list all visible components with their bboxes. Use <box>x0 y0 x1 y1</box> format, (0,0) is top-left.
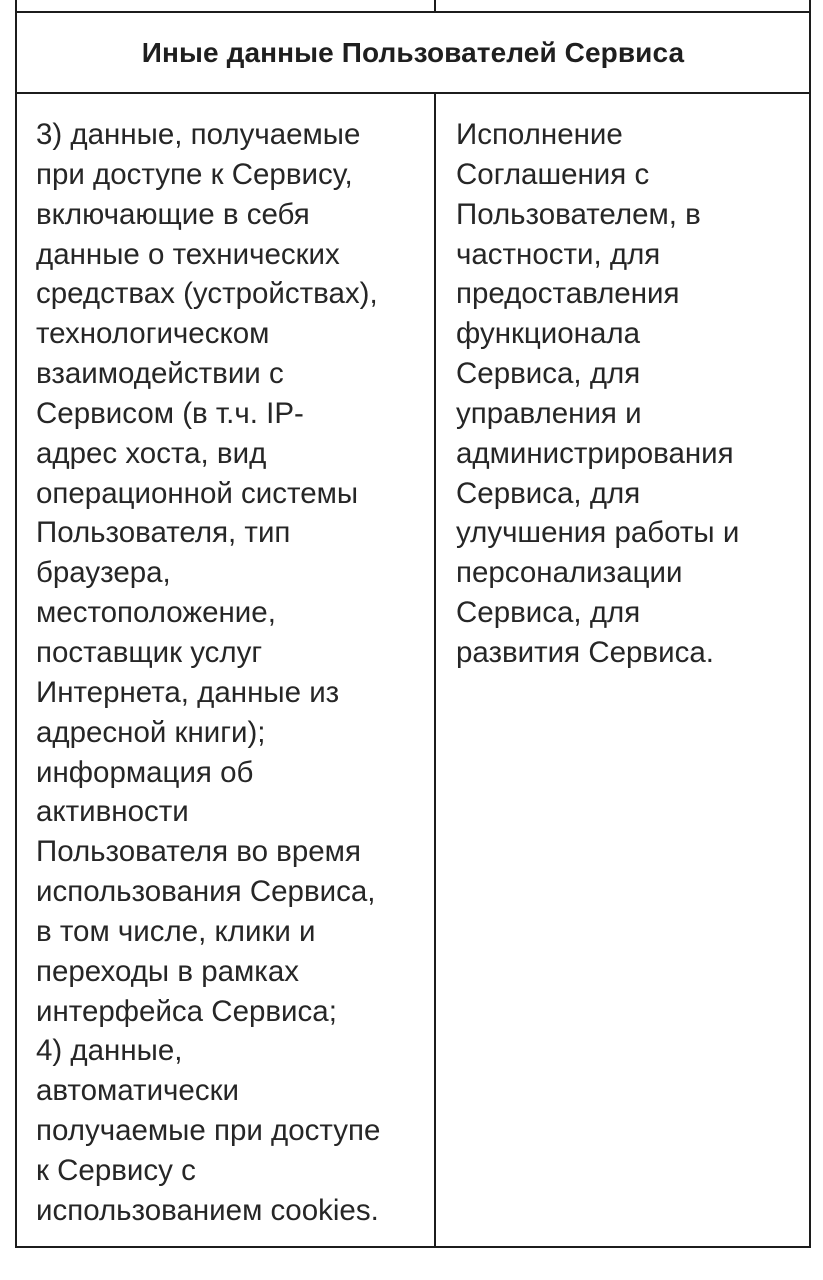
text-line: технологическом <box>36 317 270 351</box>
text-line: адрес хоста, вид <box>36 436 267 470</box>
text-line: Пользователя во время <box>36 835 361 869</box>
text-line: использования Сервиса, <box>36 875 376 909</box>
text-line: переходы в рамках <box>36 954 300 988</box>
text-line: улучшения работы и <box>456 516 740 550</box>
text-line: Исполнение <box>456 118 623 151</box>
column-divider-top <box>434 0 436 12</box>
text-line: Сервиса, для <box>456 357 641 391</box>
table-border-left <box>15 0 17 1248</box>
text-line: поставщик услуг <box>36 635 263 669</box>
text-line: предоставления <box>456 277 680 311</box>
table-border-right <box>809 0 811 1248</box>
text-line: Пользователем, в <box>456 197 701 231</box>
text-line: автоматически <box>36 1074 239 1108</box>
table-border-bottom <box>16 1246 811 1248</box>
text-line: средствах (устройствах), <box>36 277 378 311</box>
data-category-cell <box>36 115 380 1231</box>
text-line: администрирования <box>456 436 734 470</box>
section-header: Иные данные Пользователей Сервиса <box>141 37 685 68</box>
text-line: развития Сервиса. <box>456 635 714 669</box>
text-line: активности <box>36 795 189 829</box>
text-line: Соглашения с <box>456 157 650 191</box>
text-line: информация об <box>36 755 254 789</box>
text-line: включающие в себя <box>36 197 310 231</box>
processing-purpose-cell <box>456 115 739 673</box>
text-line: частности, для <box>456 237 661 271</box>
column-divider <box>434 93 436 1248</box>
text-line: интерфейса Сервиса; <box>36 994 337 1028</box>
text-line: адресной книги); <box>36 715 266 749</box>
text-line: получаемые при доступе <box>36 1114 381 1148</box>
text-line: функционала <box>456 317 640 351</box>
text-line: 4) данные, <box>36 1034 183 1068</box>
text-line: при доступе к Сервису, <box>36 157 353 191</box>
text-line: данные о технических <box>36 237 340 271</box>
text-line: к Сервису с <box>36 1153 196 1187</box>
text-line: браузера, <box>36 556 171 590</box>
text-line: Интернета, данные из <box>36 675 340 709</box>
text-line: взаимодействии с <box>36 357 284 391</box>
text-line: местоположение, <box>36 596 276 630</box>
text-line: операционной системы <box>36 476 359 510</box>
text-line: в том числе, клики и <box>36 914 316 948</box>
text-line: персонализации <box>456 556 683 590</box>
text-line: Сервисом (в т.ч. IP- <box>36 396 304 430</box>
text-line: Пользователя, тип <box>36 516 291 550</box>
text-line: Сервиса, для <box>456 476 641 510</box>
text-line: 3) данные, получаемые <box>36 118 361 151</box>
text-line: Сервиса, для <box>456 596 641 630</box>
text-line: управления и <box>456 396 642 430</box>
text-line: использованием cookies. <box>36 1193 379 1227</box>
